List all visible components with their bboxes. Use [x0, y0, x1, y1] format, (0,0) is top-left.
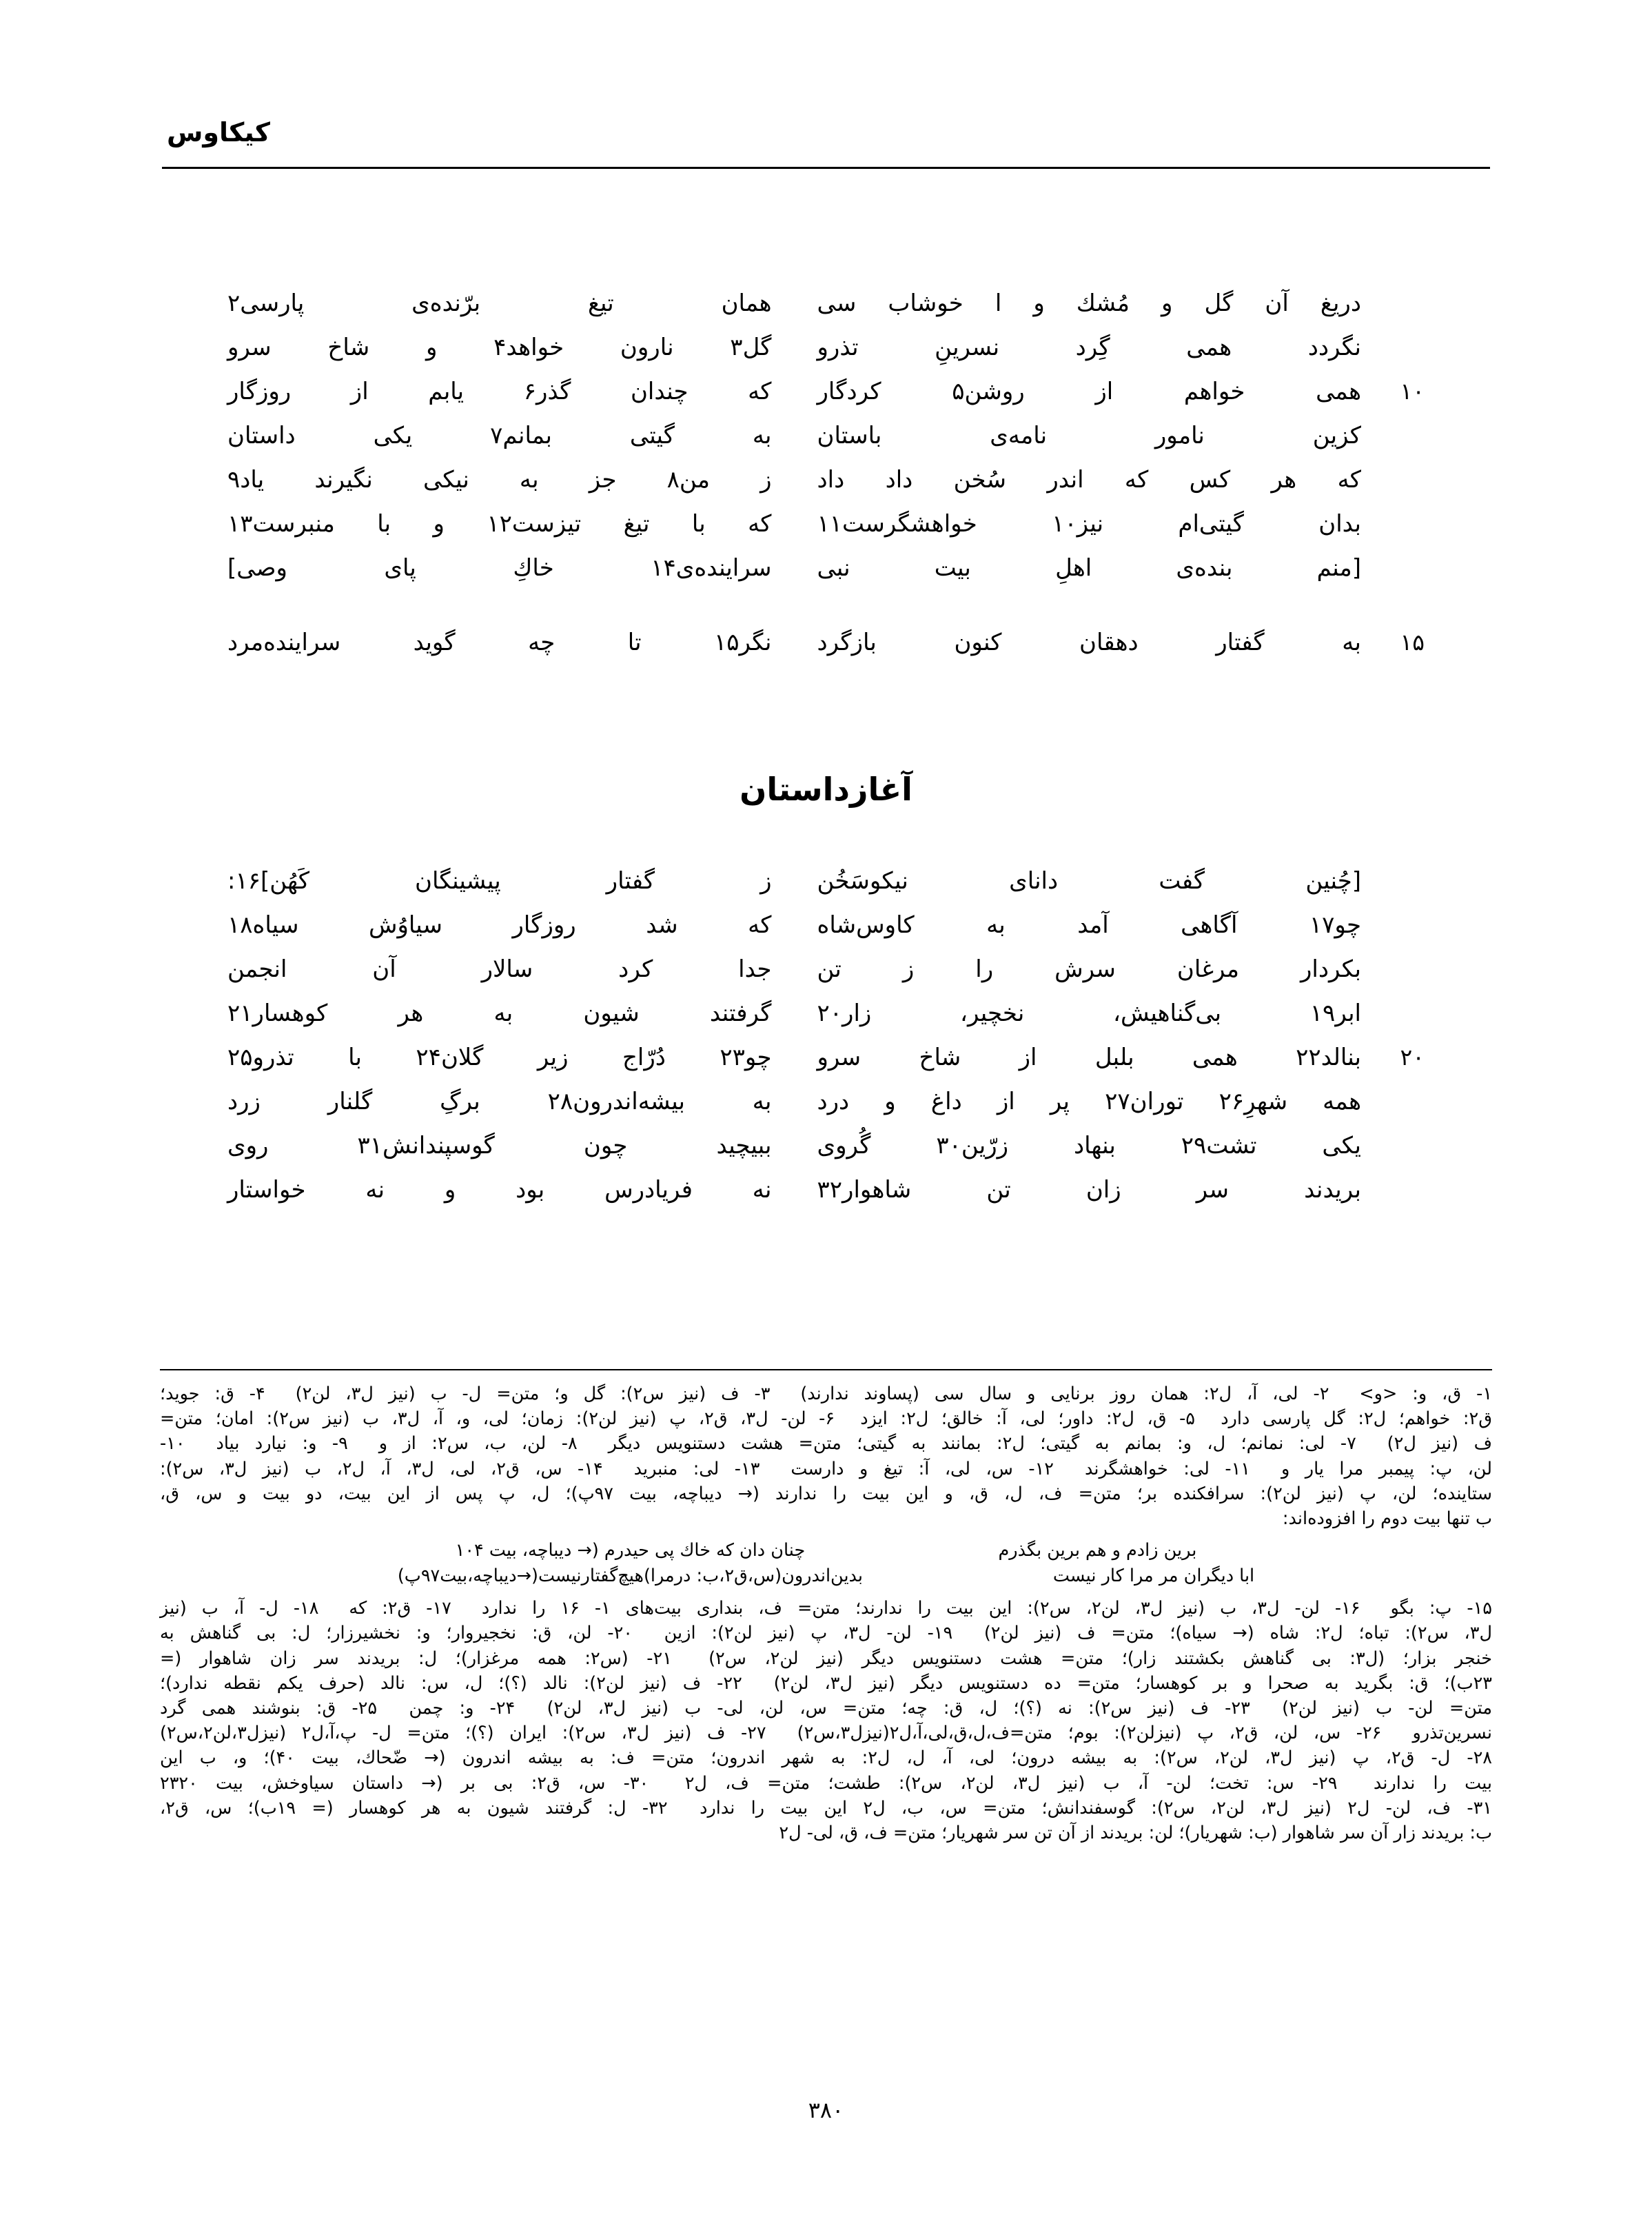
hemistich-left: نه فریادرس بود و نه خواستار — [227, 1176, 772, 1204]
verse-row — [227, 422, 1425, 466]
verse-row — [227, 1000, 1425, 1044]
hemistich-right: کزین نامور نامه‌ی باستان — [817, 422, 1361, 449]
hemistich-right: بنالد۲۲ همی بلبل از شاخ سرو — [817, 1044, 1361, 1071]
verse-row — [227, 629, 1425, 673]
hemistich-left: به گیتی بمانم۷ یکی داستان — [227, 422, 772, 449]
page-number: ۳۸۰ — [808, 2097, 844, 2123]
hemistich-left: که شد روزگار سیاوُش سیاه۱۸ — [227, 911, 772, 939]
quoted-hemistich-right: برین زادم و هم برین بگذرم — [998, 1540, 1197, 1561]
apparatus-line: بیت را ندارند ‌‌‌‌ ۲۹- س: تخت؛ لن- آ، ب (نیز ل۳، لن۲، س۲): طشت؛ متن= ف، ل۲ ‌‌‌‌ ۳۰- س، ق۲: بی بر (→ داستان سیاوخش، بیت ۲۳۲۰ — [160, 1772, 1492, 1794]
verse-block-two — [227, 867, 1425, 1220]
verse-row — [227, 510, 1425, 554]
hemistich-right: دریغ آن گل و مُشك و‌ ا خوشاب سی — [817, 290, 1361, 317]
hemistich-right: همه شهرِ۲۶ توران۲۷ پر از داغ و درد — [817, 1088, 1361, 1115]
apparatus-line: ل۳، س۲): تباه؛ ل۲: شاه (→ سیاه)؛ متن= ف (نیز لن۲) ‌‌‌‌ ۱۹- لن- ل۳، پ (نیز لن۲): ازین ‌‌‌‌ ۲۰- لن، ق: نخجیروار؛ و: نخشیرزار؛ ل: بی گناهش به — [160, 1623, 1493, 1644]
hemistich-right: ابر۱۹ بی‌گناهیش، نخچیر، زار۲۰ — [817, 1000, 1361, 1027]
page-header — [162, 117, 1490, 172]
apparatus-line: ب تنها بیت دوم را افزوده‌اند: — [1282, 1508, 1492, 1530]
hemistich-right: بدان گیتی‌ام نیز۱۰ خواهشگرست۱۱ — [817, 510, 1361, 538]
hemistich-left: که با تیغ تیزست۱۲ و با منبرست۱۳ — [227, 510, 772, 538]
apparatus-spacer — [160, 1589, 1492, 1596]
hemistich-left: سراینده‌ی۱۴ خاكِ پای وصی] — [227, 554, 772, 582]
hemistich-right: بریدند سر زان تن شاهوار۳۲ — [817, 1176, 1361, 1204]
apparatus-line: ق۲: خواهم؛ ل۲: گل پارسی دارد ‌‌‌‌ ۵- ق، ل۲: داور؛ لی، آ: خالق؛ ل۲: ایزد ‌‌‌‌ ۶- لن- ل۳، ق۲، پ (نیز لن۲): زمان؛ لی، و، آ، ل۳، ب (نیز س۲): امان؛ متن= — [160, 1408, 1492, 1430]
verse-row — [227, 334, 1425, 378]
verse-row — [227, 1044, 1425, 1088]
section-heading: آغازداستان — [740, 771, 912, 808]
hemistich-right: [چُنین گفت دانای نیکو‌سَخُن — [817, 867, 1361, 895]
verse-row — [227, 554, 1425, 598]
apparatus-line: خنجر بزار؛ (ل۳: بی گناهش بکشتند زار)؛ متن= هشت دستنویس دیگر (نیز لن۲، س۲) ‌‌‌‌ ۲۱- (س۲: همه مرغزار)؛ ل: بریدند سر زان شاهوار (= — [160, 1648, 1492, 1669]
apparatus-line: ۲۸- ل- ق۲، پ (نیز ل۳، لن۲، س۲): به بیشه درون؛ لی، آ، ل، ل۲: به شهر اندرون؛ متن= ف: به بیشه اندرون (→ ضّحاك، بیت ۴۰)؛ و، ب این — [160, 1747, 1493, 1769]
verse-row — [227, 466, 1425, 510]
hemistich-right: که هر کس که اندر سُخن داد داد — [817, 466, 1361, 494]
hemistich-right: به گفتار دهقان کنون بازگرد — [817, 629, 1361, 656]
hemistich-left: که چندان گذر۶ یابم از روزگار — [227, 378, 772, 405]
apparatus-divider — [160, 1369, 1492, 1370]
hemistich-right: همی خواهم از روشن۵ کردگار — [817, 378, 1361, 405]
hemistich-right: نگردد همی گِرد نسرینِ تذرو — [817, 334, 1361, 361]
line-number: ۱۰ — [1400, 378, 1425, 405]
apparatus-line: ۳۱- ف، لن- ل۲ (نیز ل۳، لن۲، س۲): گوسفندانش؛ متن= س، ب، ل۲ این بیت را ندارد ‌‌‌‌ ۳۲- ل: گرفتند شیون به هر کوهسار (= ۱۹ب)؛ س، ق۲، — [160, 1797, 1492, 1818]
verse-row — [227, 290, 1425, 334]
critical-apparatus — [160, 1369, 1492, 1845]
verse-row — [227, 1132, 1425, 1176]
hemistich-left: ز گفتار پیشینگان کَهُن]۱۶: — [227, 867, 772, 895]
quoted-hemistich-right: ابا دیگران مر مرا کار نیست — [1052, 1566, 1255, 1587]
apparatus-line: ستاینده؛ لن، پ (نیز لن۲): سرافکنده بر؛ متن= ف، ل، ق، و این بیت را ندارند (→ دیباچه، بیت ۹۷پ)؛ ل، پ پس از این بیت، دو بیت و س، ق، — [160, 1483, 1492, 1504]
quoted-hemistich-left: چنان دان که خاك پی حیدرم (→ دیباچه، بیت ۱۰۴ — [455, 1540, 806, 1561]
verse-row — [227, 867, 1425, 911]
apparatus-line: ۱- ق، و: <و> ‌‌‌‌ ۲- لی، آ، ل۲: همان روز برنایی و سال سی (پساوند ندارند) ‌‌‌‌ ۳- ف (نیز س۲): گل و؛ متن= ل- ب (نیز ل۳، لن۲) ‌‌‌‌ ۴- ق: جوید؛ — [160, 1384, 1493, 1404]
running-head-title: کیکاوس — [166, 117, 270, 148]
quoted-verse-row — [160, 1538, 1492, 1563]
hemistich-right: بکردار مرغان سرش را ز تن — [817, 955, 1361, 983]
quoted-verse-row — [160, 1563, 1492, 1589]
header-divider — [162, 167, 1490, 169]
hemistich-right: یکی تشت۲۹ بنهاد زرّین۳۰ گُروی — [817, 1132, 1361, 1159]
apparatus-line: ب: بریدند زار آن سر شاهوار (ب: شهریار)؛ لن: بریدند از آن تن سر شهریار؛ متن= ف، ق، لی- ل۲ — [779, 1822, 1492, 1843]
quoted-hemistich-left: بدین‌اندرون(س،ق۲،ب: درمرا)هیچ‌گفتارنیست(→دیباچه،بیت۹۷پ) — [397, 1566, 864, 1587]
hemistich-right: [منم بنده‌ی اهلِ بیت نبی — [817, 554, 1361, 582]
hemistich-right: چو۱۷ آگاهی آمد به کاوس‌شاه — [817, 911, 1361, 939]
hemistich-left: چو۲۳ دُرّاج زیر گلان۲۴ با تذرو۲۵ — [227, 1044, 772, 1071]
hemistich-left: ببیچید چون گوسپندانش۳۱ روی — [227, 1132, 772, 1159]
hemistich-left: نگر۱۵ تا چه گوید سراینده‌مرد — [227, 629, 772, 656]
apparatus-quoted-verses — [160, 1538, 1492, 1589]
hemistich-left: همان تیغ برّنده‌ی پارسی۲ — [227, 290, 772, 317]
verse-row — [227, 955, 1425, 1000]
apparatus-line: متن= لن- ب (نیز لن۲) ‌‌‌‌ ۲۳- ف (نیز س۲): نه (؟)؛ ل، ق: چه؛ متن= س، لن، لی- ب (نیز ل۳، لن۲) ‌‌‌‌ ۲۴- و: چمن ‌‌‌‌ ۲۵- ق: بنوشند همی گرد — [160, 1697, 1492, 1719]
verse-row — [227, 378, 1425, 422]
apparatus-line: ۱۵- پ: بگو ‌‌‌‌ ۱۶- لن- ل۳، ب (نیز ل۳، لن۲، س۲): این بیت را ندارند؛ متن= ف، بنداری بیت‌های ۱- ۱۶ را ندارد ‌‌‌‌ ۱۷- ق۲: که ‌‌‌‌ ۱۸- ل- آ، ب (نیز — [160, 1598, 1493, 1619]
hemistich-left: جدا کرد سالار آن انجمن — [227, 955, 772, 983]
apparatus-line: لن، پ: پیمبر مرا یار و ‌‌‌‌ ۱۱- لی: خواهشگرند ‌‌‌‌ ۱۲- س، لی، آ: تیغ و دارست ‌‌‌‌ ۱۳- لی: منبرید ‌‌‌‌ ۱۴- س، ق۲، لی، ل۳، آ، ل۲، ب (نیز ل۳، س۲): — [160, 1458, 1492, 1479]
verse-row — [227, 911, 1425, 955]
line-number: ۲۰ — [1400, 1044, 1425, 1071]
hemistich-left: ز من۸ جز به نیکی نگیرند یاد۹ — [227, 466, 772, 494]
hemistich-left: گل۳ نارون خواهد۴ و شاخ سرو — [227, 334, 772, 361]
hemistich-left: گرفتند شیون به هر کوهسار۲۱ — [227, 1000, 772, 1027]
line-number: ۱۵ — [1400, 629, 1425, 656]
verse-row — [227, 1176, 1425, 1220]
verse-row — [227, 1088, 1425, 1132]
apparatus-spacer — [160, 1531, 1492, 1538]
hemistich-left: به بیشه‌اندرون۲۸ برگِ گلنار زرد — [227, 1088, 772, 1115]
apparatus-line: نسرین‌تذرو ‌‌‌‌ ۲۶- س، لن، ق۲، پ (نیزلن۲): بوم؛ متن=ف،ل،ق،لی،آ،ل۲(نیزل۳،س۲) ‌‌‌‌ ۲۷- ف (نیز ل۳، س۲): ایران (؟)؛ متن= ل- پ،آ،ل۲ (نیزل۳،لن۲،س۲) — [160, 1723, 1492, 1744]
apparatus-line: ۲۳ب)؛ ق: بگرید به صحرا و بر کوهسار؛ متن= ده دستنویس دیگر (نیز ل۳، لن۲) ‌‌‌‌ ۲۲- ف (نیز لن۲): نالد (؟)؛ ل، س: نالد (حرف یکم نقطه ندارد)؛ — [160, 1672, 1492, 1694]
verse-block-one — [227, 290, 1425, 673]
apparatus-line: ف (نیز ل۲) ‌‌‌‌ ۷- لی: نمانم؛ ل، و: بمانم به گیتی؛ ل۲: بمانند به گیتی؛ متن= هشت دستنویس دیگر ‌‌‌‌ ۸- لن، ب، س۲: از و ‌‌‌‌ ۹- و: نیارد بیاد ‌‌‌‌ ۱۰- — [160, 1433, 1492, 1455]
